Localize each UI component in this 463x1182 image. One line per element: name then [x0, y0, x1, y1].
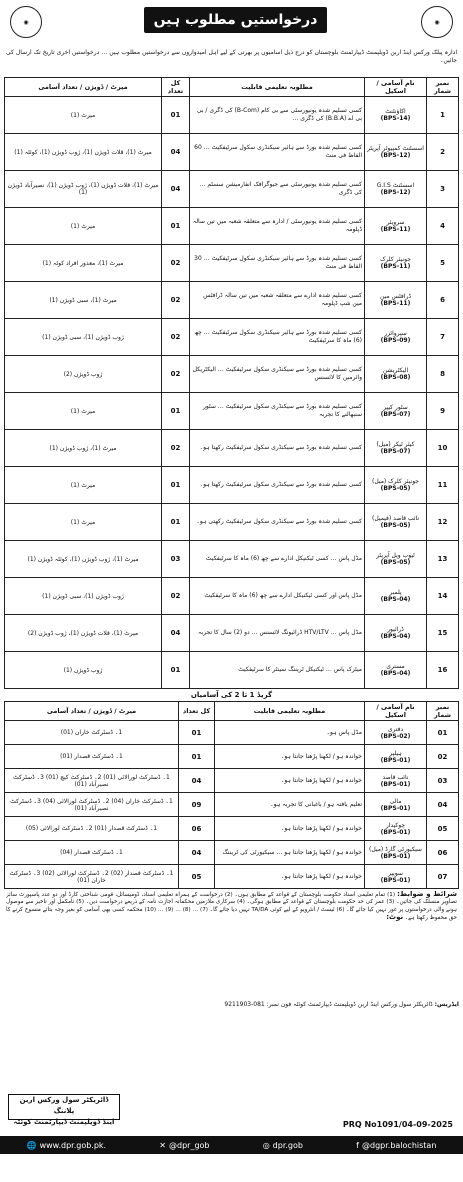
row-number: 9 — [427, 393, 459, 430]
total-cell: 02 — [162, 282, 190, 319]
row-number: 03 — [427, 769, 459, 793]
total-cell: 01 — [162, 393, 190, 430]
merit-cell: میرٹ (1)، قلات ڈویژن (1)، ژوب ڈویژن (1)، نصیرآباد ڈویژن (1) — [5, 171, 162, 208]
post-cell — [365, 282, 427, 319]
qualification-cell: کسی تسلیم شدہ بورڈ سے سیکنڈری سکول سرٹیفکیٹ رکھتی ہو۔ — [190, 504, 365, 541]
post-cell — [365, 578, 427, 615]
post-scale: (BPS-14) — [380, 115, 411, 122]
post-scale: (BPS-01) — [380, 876, 411, 884]
post-scale: (BPS-04) — [380, 670, 411, 677]
merit-cell: میرٹ (1) — [5, 97, 162, 134]
post-cell — [365, 541, 427, 578]
qualification-cell: مڈل پاس … کسی ٹیکنیکل ادارے سے چھ (6) ماہ کا سرٹیفکیٹ — [190, 541, 365, 578]
logo-right-emblem: ◉ — [421, 6, 453, 38]
intro-paragraph: ادارہ پبلک ورکس اینڈ اربن ڈویلپمنٹ ڈیپارٹمنٹ بلوچستان کو درج ذیل آسامیوں پر بھرتی کے لیے اہل امیدواروں سے درخواستیں مطلوب ہیں … درخواستیں آخری تاریخ تک ارسال کی جائیں۔ — [6, 49, 457, 64]
post-cell — [365, 356, 427, 393]
total-cell: 01 — [162, 208, 190, 245]
row-number: 05 — [427, 817, 459, 841]
row-number: 15 — [427, 615, 459, 652]
post-cell — [365, 721, 427, 745]
post-scale: (BPS-12) — [380, 152, 411, 159]
row-number: 01 — [427, 721, 459, 745]
table-row — [5, 393, 459, 430]
stamp-line-2: اینڈ ڈویلپمنٹ ڈیپارٹمنٹ کوئٹہ — [13, 1118, 115, 1126]
row-number: 7 — [427, 319, 459, 356]
footer-instagram[interactable] — [263, 1141, 303, 1150]
table-row — [5, 745, 459, 769]
table-row — [5, 793, 459, 817]
terms-note-label: نوٹ: — [386, 913, 404, 922]
post-name: اسسٹنٹ G.I.S — [376, 182, 415, 189]
total-cell: 04 — [179, 769, 215, 793]
merit-cell: میرٹ (1)، معذور افراد کوٹہ (1) — [5, 245, 162, 282]
post-cell — [365, 393, 427, 430]
row-number: 1 — [427, 97, 459, 134]
post-cell — [365, 615, 427, 652]
post-cell — [365, 504, 427, 541]
address-line — [4, 1001, 459, 1011]
qualification-cell: کسی تسلیم شدہ بورڈ سے سیکنڈری سکول سرٹیفکیٹ رکھتا ہو۔ — [190, 430, 365, 467]
row-number: 8 — [427, 356, 459, 393]
address-phone: فون نمبر: 081-9211903 — [224, 1001, 292, 1008]
total-cell: 04 — [162, 615, 190, 652]
post-name: ٹیوب ویل آپریٹر — [376, 552, 415, 559]
table-row — [5, 356, 459, 393]
row-number: 5 — [427, 245, 459, 282]
table-row — [5, 319, 459, 356]
row-number: 07 — [427, 865, 459, 889]
row-number: 3 — [427, 171, 459, 208]
col-header-post: نام آسامی / اسکیل — [365, 702, 427, 721]
post-name: نائب قاصد (فیمیل) — [372, 515, 419, 522]
table-row — [5, 615, 459, 652]
vacancies-table-grade-1-2 — [4, 701, 459, 889]
merit-cell: میرٹ (1) — [5, 393, 162, 430]
table-row — [5, 245, 459, 282]
table-row — [5, 817, 459, 841]
post-name: سرویئر — [386, 219, 405, 226]
post-name: دفتری — [387, 725, 404, 733]
col-header-qualification: مطلوبہ تعلیمی قابلیت — [190, 78, 365, 97]
post-name: جونیئر کلرک — [380, 256, 411, 263]
total-cell: 01 — [179, 721, 215, 745]
qualification-cell: کسی تسلیم شدہ بورڈ سے ہائیر سیکنڈری سکول سرٹیفکیٹ … چھ (6) ماہ کا سرٹیفکیٹ — [190, 319, 365, 356]
qualification-cell: کسی تسلیم شدہ یونیورسٹی / ادارہ سے متعلقہ شعبہ میں تین سالہ ڈپلومہ — [190, 208, 365, 245]
terms-heading: شرائط و ضوابط: — [397, 891, 457, 898]
post-name: ہیلپر — [389, 749, 402, 757]
merit-cell: 1۔ ڈسٹرکٹ قصدار (04) — [5, 841, 179, 865]
post-name: پلمبر — [389, 589, 402, 596]
post-scale: (BPS-12) — [380, 189, 411, 196]
qualification-cell: خواندہ ہو / لکھنا پڑھنا جانتا ہو۔ — [215, 865, 365, 889]
post-name: ڈرائیور — [387, 626, 404, 633]
col-header-total: کل تعداد — [162, 78, 190, 97]
col-header-no: نمبر شمار — [427, 78, 459, 97]
page-title: درخواستیں مطلوب ہیں — [144, 7, 327, 33]
post-scale: (BPS-01) — [380, 828, 411, 836]
logo-left-emblem: ◉ — [10, 6, 42, 38]
row-number: 02 — [427, 745, 459, 769]
merit-cell: 1۔ ڈسٹرکٹ لورالائی (01) 2۔ ڈسٹرکٹ کیچ (01) 3۔ ڈسٹرکٹ نصیرآباد (01) — [5, 769, 179, 793]
prq-number: PRQ No1091/04-09-2025 — [342, 1120, 453, 1129]
row-number: 04 — [427, 793, 459, 817]
merit-cell: میرٹ (1)، قلات ڈویژن (1)، ژوب ڈویژن (1)، کوئٹہ (1) — [5, 134, 162, 171]
footer-website[interactable] — [27, 1141, 107, 1150]
qualification-cell: خواندہ ہو / لکھنا پڑھنا جانتا ہو۔ — [215, 745, 365, 769]
qualification-cell: کسی تسلیم شدہ بورڈ سے سیکنڈری سکول سرٹیفکیٹ … الیکٹریکل وائرمین کا لائسنس — [190, 356, 365, 393]
post-name: اسسٹنٹ کمپیوٹر آپریٹر — [367, 145, 424, 152]
merit-cell: میرٹ (1) — [5, 208, 162, 245]
post-scale: (BPS-11) — [380, 226, 411, 233]
post-cell — [365, 793, 427, 817]
table-row — [5, 841, 459, 865]
post-scale: (BPS-01) — [380, 804, 411, 812]
post-name: نائب قاصد — [382, 773, 409, 781]
footer-facebook[interactable] — [356, 1141, 436, 1150]
total-cell: 01 — [179, 745, 215, 769]
total-cell: 01 — [162, 504, 190, 541]
col-header-merit: میرٹ / ڈویژن / تعداد آسامی — [5, 702, 179, 721]
table-row — [5, 504, 459, 541]
qualification-cell: کسی تسلیم شدہ بورڈ سے سیکنڈری سکول سرٹیفکیٹ … سٹور سنبھالنے کا تجربہ — [190, 393, 365, 430]
post-cell — [365, 769, 427, 793]
merit-cell: میرٹ (1)، قلات ڈویژن (1)، ژوب ڈویژن (2) — [5, 615, 162, 652]
post-scale: (BPS-07) — [380, 448, 411, 455]
total-cell: 01 — [162, 97, 190, 134]
row-number: 14 — [427, 578, 459, 615]
post-name: مستری — [386, 663, 405, 670]
qualification-cell: خواندہ ہو / لکھنا پڑھنا جانتا ہو … سیکیورٹی کی ٹریننگ — [215, 841, 365, 865]
post-scale: (BPS-01) — [380, 780, 411, 788]
table-row — [5, 541, 459, 578]
qualification-cell: کسی تسلیم شدہ یونیورسٹی سے بی کام (B-Com) کی ڈگری / بی بی اے (B.B.A) کی ڈگری … — [190, 97, 365, 134]
post-name: اکاؤنٹنٹ — [385, 108, 406, 115]
row-number: 12 — [427, 504, 459, 541]
merit-cell: ژوب ڈویژن (2) — [5, 356, 162, 393]
footer-website-text: www.dpr.gob.pk. — [39, 1140, 107, 1150]
post-cell — [365, 245, 427, 282]
qualification-cell: تعلیم یافتہ ہو / باغبانی کا تجربہ ہو۔ — [215, 793, 365, 817]
qualification-cell: کسی تسلیم شدہ یونیورسٹی سے جیوگرافک انفارمیشن سسٹم … کی ڈگری — [190, 171, 365, 208]
total-cell: 05 — [179, 865, 215, 889]
table-row — [5, 171, 459, 208]
row-number: 11 — [427, 467, 459, 504]
section-subtitle-grade-1-2: گریڈ 1 تا 2 کی آسامیاں — [190, 691, 273, 699]
merit-cell: میرٹ (1)، سبی ڈویژن (1) — [5, 282, 162, 319]
col-header-total: کل تعداد — [179, 702, 215, 721]
table-row — [5, 578, 459, 615]
table-row — [5, 652, 459, 689]
total-cell: 02 — [162, 319, 190, 356]
post-cell — [365, 171, 427, 208]
post-scale: (BPS-02) — [380, 732, 411, 740]
post-cell — [365, 745, 427, 769]
post-scale: (BPS-05) — [380, 522, 411, 529]
merit-cell: 1۔ ڈسٹرکٹ قصدار (01) — [5, 745, 179, 769]
row-number: 2 — [427, 134, 459, 171]
post-scale: (BPS-05) — [380, 485, 411, 492]
address-text: ڈائریکٹر سول ورکس اینڈ اربن ڈویلپمنٹ ڈیپارٹمنٹ کوئٹہ — [293, 1001, 433, 1008]
post-name: سپروائزر — [384, 330, 407, 337]
merit-cell: میرٹ (1)، ژوب ڈویژن (1) — [5, 430, 162, 467]
post-cell — [365, 865, 427, 889]
merit-cell: میرٹ (1) — [5, 504, 162, 541]
terms-and-conditions — [6, 891, 457, 1001]
post-cell — [365, 467, 427, 504]
qualification-cell: میٹرک پاس … ٹیکنیکل ٹریننگ سینٹر کا سرٹیفکیٹ — [190, 652, 365, 689]
post-cell — [365, 319, 427, 356]
terms-text: (1) تمام تعلیمی اسناد حکومت بلوچستان کے قواعد کے مطابق ہوں۔ (2) درخواست کے ہمراہ تعلیمی اسناد، ڈومیسائل، قومی شناختی کارڈ اور دو عدد پاسپورٹ سائز تصاویر منسلک کی جائیں۔ (3) عمر کی حد حکومت بلوچستان کے قواعد کے مطابق ہوگی۔ (4) سرکاری ملازمین محکمانہ اجازت نامہ کے ذریعے درخواست دیں۔ (5) نامکمل اور تاخیر سے موصول ہونے والی درخواستوں پر غور نہیں کیا جائے گا۔ (6) ٹیسٹ / انٹرویو کے لیے کوئی TA/DA نہیں دیا جائے گا۔ (7) … (8) … (9) … (10) محکمہ کسی بھی آسامی کو بغیر وجہ بتائے منسوخ کرنے کا حق محفوظ رکھتا ہے۔ — [6, 892, 457, 922]
qualification-cell: مڈل پاس اور کسی ٹیکنیکل ادارے سے چھ (6) ماہ کا سرٹیفکیٹ — [190, 578, 365, 615]
post-name: چوکیدار — [385, 821, 406, 829]
director-stamp — [8, 1094, 120, 1126]
qualification-cell: کسی تسلیم شدہ بورڈ سے سیکنڈری سکول سرٹیفکیٹ رکھتا ہو۔ — [190, 467, 365, 504]
post-cell — [365, 134, 427, 171]
total-cell: 02 — [162, 356, 190, 393]
stamp-line-1: ڈائریکٹر سول ورکس اربن پلاننگ — [19, 1096, 109, 1115]
qualification-cell: مڈل پاس … HTV/LTV ڈرائیونگ لائسنس … دو (2) سال کا تجربہ — [190, 615, 365, 652]
footer-twitter-text: @dpr_gob — [169, 1140, 210, 1150]
table-row — [5, 865, 459, 889]
merit-cell: ژوب ڈویژن (1)، سبی ڈویژن (1) — [5, 319, 162, 356]
post-scale: (BPS-09) — [380, 337, 411, 344]
post-name: ڈرافٹس مین — [379, 293, 412, 300]
header — [4, 3, 459, 49]
total-cell: 06 — [179, 817, 215, 841]
post-scale: (BPS-04) — [380, 596, 411, 603]
globe-icon: 🌐 — [26, 1140, 37, 1150]
row-number: 13 — [427, 541, 459, 578]
post-scale: (BPS-05) — [380, 559, 411, 566]
table-row — [5, 97, 459, 134]
table-row — [5, 467, 459, 504]
merit-cell: 1۔ ڈسٹرکٹ خاران (04) 2۔ ڈسٹرکٹ لورالائی (04) 3۔ ڈسٹرکٹ نصیرآباد (01) — [5, 793, 179, 817]
twitter-icon: ✕ — [159, 1140, 166, 1150]
total-cell: 09 — [179, 793, 215, 817]
post-scale: (BPS-11) — [380, 300, 411, 307]
post-name: مالی — [389, 797, 402, 805]
table-row — [5, 134, 459, 171]
address-label: ایڈریس: — [434, 1001, 459, 1008]
table-row — [5, 769, 459, 793]
merit-cell: 1۔ ڈسٹرکٹ خاران (01) — [5, 721, 179, 745]
footer-social-bar — [0, 1136, 463, 1154]
merit-cell: میرٹ (1)، ژوب ڈویژن (1)، کوئٹہ ڈویژن (1) — [5, 541, 162, 578]
total-cell: 02 — [162, 578, 190, 615]
qualification-cell: کسی تسلیم شدہ بورڈ سے ہائیر سیکنڈری سکول سرٹیفکیٹ … 60 الفاظ فی منٹ — [190, 134, 365, 171]
total-cell: 01 — [162, 467, 190, 504]
qualification-cell: خواندہ ہو / لکھنا پڑھنا جانتا ہو۔ — [215, 817, 365, 841]
row-number: 06 — [427, 841, 459, 865]
merit-cell: ژوب ڈویژن (1)، سبی ڈویژن (1) — [5, 578, 162, 615]
post-cell — [365, 97, 427, 134]
col-header-qualification: مطلوبہ تعلیمی قابلیت — [215, 702, 365, 721]
post-cell — [365, 652, 427, 689]
col-header-no: نمبر شمار — [427, 702, 459, 721]
row-number: 16 — [427, 652, 459, 689]
merit-cell: 1۔ ڈسٹرکٹ قصدار (01) 2۔ ڈسٹرکٹ لورالائی (05) — [5, 817, 179, 841]
total-cell: 04 — [162, 134, 190, 171]
post-scale: (BPS-11) — [380, 263, 411, 270]
total-cell: 01 — [162, 652, 190, 689]
total-cell: 02 — [162, 430, 190, 467]
table-row — [5, 721, 459, 745]
total-cell: 03 — [162, 541, 190, 578]
qualification-cell: کسی تسلیم شدہ ادارے سے متعلقہ شعبہ میں تین سالہ ڈرافٹس مین شپ ڈپلومہ — [190, 282, 365, 319]
row-number: 4 — [427, 208, 459, 245]
post-name: الیکٹریشن — [382, 367, 409, 374]
post-cell — [365, 430, 427, 467]
post-cell — [365, 208, 427, 245]
total-cell: 04 — [162, 171, 190, 208]
vacancies-table-main — [4, 77, 459, 689]
table-row — [5, 282, 459, 319]
merit-cell: 1۔ ڈسٹرکٹ قصدار (02) 2۔ ڈسٹرکٹ لورالائی (02) 3۔ ڈسٹرکٹ خاران (01) — [5, 865, 179, 889]
instagram-icon: ◎ — [262, 1140, 270, 1150]
post-name: سٹور کیپر — [383, 404, 408, 411]
row-number: 10 — [427, 430, 459, 467]
post-scale: (BPS-01) — [380, 756, 411, 764]
total-cell: 04 — [179, 841, 215, 865]
post-scale: (BPS-04) — [380, 633, 411, 640]
post-scale: (BPS-01) — [380, 852, 411, 860]
post-cell — [365, 817, 427, 841]
qualification-cell: مڈل پاس ہو۔ — [215, 721, 365, 745]
footer-twitter[interactable] — [159, 1141, 209, 1150]
qualification-cell: خواندہ ہو / لکھنا پڑھنا جانتا ہو۔ — [215, 769, 365, 793]
footer-instagram-text: dpr.gob — [272, 1140, 303, 1150]
qualification-cell: کسی تسلیم شدہ بورڈ سے ہائیر سیکنڈری سکول سرٹیفکیٹ … 30 الفاظ فی منٹ — [190, 245, 365, 282]
post-name: کیئر ٹیکر (میل) — [376, 441, 415, 448]
footer-facebook-text: @dgpr.balochistan — [362, 1140, 437, 1150]
post-name: سویپر — [388, 869, 403, 877]
col-header-merit: میرٹ / ڈویژن / تعداد آسامی — [5, 78, 162, 97]
col-header-post: نام آسامی / اسکیل — [365, 78, 427, 97]
row-number: 6 — [427, 282, 459, 319]
table-row — [5, 430, 459, 467]
post-scale: (BPS-08) — [380, 374, 411, 381]
post-cell — [365, 841, 427, 865]
post-name: سیکیورٹی گارڈ (میل) — [369, 845, 422, 853]
total-cell: 02 — [162, 245, 190, 282]
post-name: جونیئر کلرک (میل) — [372, 478, 419, 485]
merit-cell: ژوب ڈویژن (1) — [5, 652, 162, 689]
merit-cell: میرٹ (1) — [5, 467, 162, 504]
post-scale: (BPS-07) — [380, 411, 411, 418]
facebook-icon: f — [356, 1140, 359, 1150]
table-row — [5, 208, 459, 245]
